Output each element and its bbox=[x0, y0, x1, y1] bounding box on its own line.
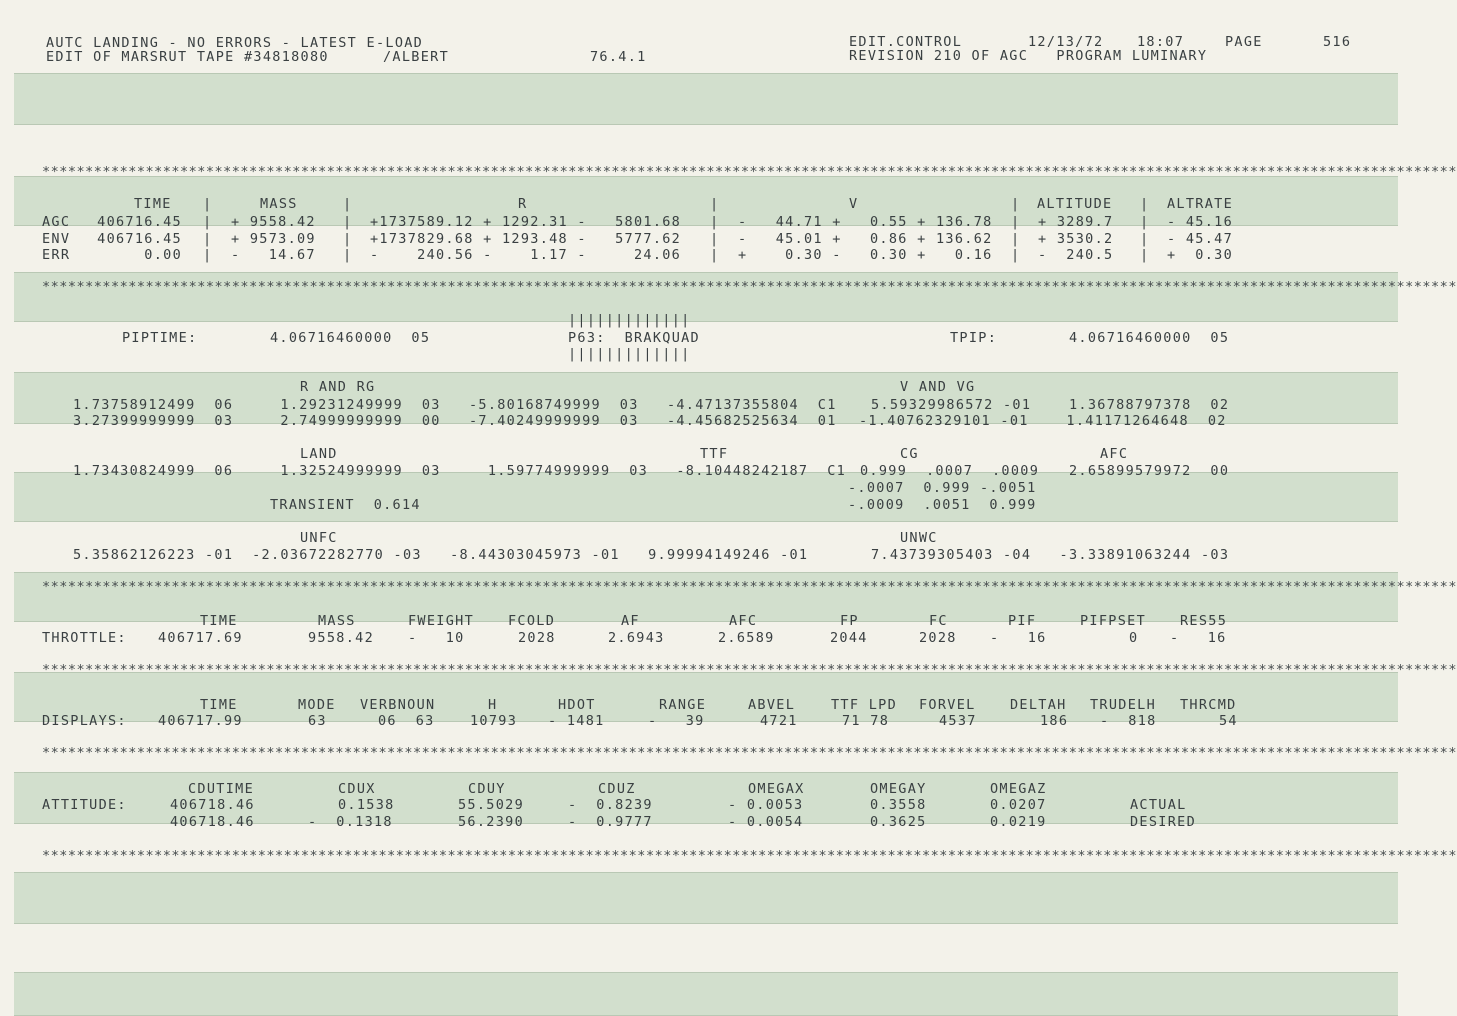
displays-value-verbnoun: 06 63 bbox=[378, 713, 435, 729]
displays-value-deltah: 186 bbox=[1040, 713, 1069, 729]
table-cell-altrate: - 45.16 bbox=[1167, 214, 1233, 230]
unwc-row: 7.43739305403 -04 -3.33891063244 -03 bbox=[871, 547, 1230, 563]
table-cell-altrate: - 45.47 bbox=[1167, 231, 1233, 247]
displays-header-verbnoun: VERBNOUN bbox=[360, 697, 436, 713]
table-cell-time: 0.00 bbox=[144, 247, 182, 263]
table-cell-mass: + 9558.42 bbox=[231, 214, 316, 230]
attitude-actual-tag: ACTUAL bbox=[1130, 797, 1187, 813]
attitude-header-cdux: CDUX bbox=[338, 781, 376, 797]
displays-header-forvel: FORVEL bbox=[919, 697, 976, 713]
table-cell-time: 406716.45 bbox=[97, 214, 182, 230]
table-cell-r: +1737589.12 + 1292.31 - 5801.68 bbox=[370, 214, 682, 230]
attitude-actual-omegaz: 0.0207 bbox=[990, 797, 1047, 813]
unfc-label: UNFC bbox=[300, 530, 338, 546]
paper-band bbox=[14, 872, 1398, 924]
displays-value-range: - 39 bbox=[648, 713, 705, 729]
ttf-label: TTF bbox=[700, 446, 729, 462]
displays-header-time: TIME bbox=[200, 697, 238, 713]
throttle-header-pifpset: PIFPSET bbox=[1080, 613, 1146, 629]
throttle-header-res55: RES55 bbox=[1180, 613, 1228, 629]
throttle-value-fc: 2028 bbox=[919, 630, 957, 646]
column-divider: | bbox=[203, 231, 213, 247]
throttle-value-time: 406717.69 bbox=[158, 630, 243, 646]
transient-value: TRANSIENT 0.614 bbox=[270, 497, 421, 513]
displays-header-mode: MODE bbox=[298, 697, 336, 713]
paper-band bbox=[14, 972, 1398, 1016]
v-row: -1.40762329101 -01 1.41171264648 02 bbox=[859, 413, 1227, 429]
attitude-desired-omegay: 0.3625 bbox=[870, 814, 927, 830]
tpip-label: TPIP: bbox=[950, 330, 998, 346]
column-divider: | bbox=[203, 247, 213, 263]
throttle-header-fp: FP bbox=[840, 613, 859, 629]
displays-header-thrcmd: THRCMD bbox=[1180, 697, 1237, 713]
attitude-header-cduy: CDUY bbox=[468, 781, 506, 797]
piptime-label: PIPTIME: bbox=[122, 330, 198, 346]
throttle-value-res55: - 16 bbox=[1170, 630, 1227, 646]
attitude-desired-tag: DESIRED bbox=[1130, 814, 1196, 830]
column-divider: | bbox=[1011, 247, 1021, 263]
unwc-label: UNWC bbox=[900, 530, 938, 546]
throttle-label: THROTTLE: bbox=[42, 630, 127, 646]
afc-value: 2.65899579972 00 bbox=[1069, 463, 1230, 479]
state-header-altrate: ALTRATE bbox=[1167, 196, 1233, 212]
tick-marks: ||||||||||||| bbox=[568, 312, 691, 328]
cg-row: -.0007 0.999 -.0051 bbox=[848, 480, 1037, 496]
star-separator: ******************************************************************************************************************************************************************** bbox=[42, 279, 1457, 295]
piptime-value: 4.06716460000 05 bbox=[270, 330, 431, 346]
displays-header-abvel: ABVEL bbox=[748, 697, 796, 713]
throttle-value-fweight: - 10 bbox=[408, 630, 465, 646]
displays-value-ttf-lpd: 71 78 bbox=[842, 713, 890, 729]
attitude-actual-cduy: 55.5029 bbox=[458, 797, 524, 813]
displays-value-h: 10793 bbox=[470, 713, 518, 729]
cg-label: CG bbox=[900, 446, 919, 462]
attitude-desired-cduy: 56.2390 bbox=[458, 814, 524, 830]
attitude-header-omegay: OMEGAY bbox=[870, 781, 927, 797]
throttle-header-fweight: FWEIGHT bbox=[408, 613, 474, 629]
header-tape: EDIT OF MARSRUT TAPE #34818080 bbox=[46, 49, 329, 65]
attitude-header-cduz: CDUZ bbox=[598, 781, 636, 797]
throttle-header-mass: MASS bbox=[318, 613, 356, 629]
header-version: 76.4.1 bbox=[590, 49, 647, 65]
state-header-altitude: ALTITUDE bbox=[1037, 196, 1113, 212]
attitude-actual-omegay: 0.3558 bbox=[870, 797, 927, 813]
table-cell-mass: - 14.67 bbox=[231, 247, 316, 263]
throttle-value-afc: 2.6589 bbox=[718, 630, 775, 646]
displays-header-trudelh: TRUDELH bbox=[1090, 697, 1156, 713]
column-divider: | bbox=[343, 196, 353, 212]
attitude-actual-omegax: - 0.0053 bbox=[728, 797, 804, 813]
v-row: 5.59329986572 -01 1.36788797378 02 bbox=[871, 397, 1230, 413]
column-divider: | bbox=[1140, 196, 1150, 212]
program-name: P63: BRAKQUAD bbox=[568, 330, 700, 346]
table-cell-altitude: - 240.5 bbox=[1038, 247, 1114, 263]
land-row: 1.73430824999 06 1.32524999999 03 1.59774999999 03 -8.10448242187 C1 bbox=[73, 463, 847, 479]
paper-band bbox=[14, 73, 1398, 125]
r-and-rg-label: R AND RG bbox=[300, 379, 376, 395]
displays-header-range: RANGE bbox=[659, 697, 707, 713]
table-cell-r: - 240.56 - 1.17 - 24.06 bbox=[370, 247, 682, 263]
paper-band bbox=[14, 472, 1398, 522]
tpip-value: 4.06716460000 05 bbox=[1069, 330, 1230, 346]
column-divider: | bbox=[710, 196, 720, 212]
column-divider: | bbox=[203, 214, 213, 230]
state-header-v: V bbox=[849, 196, 859, 212]
table-cell-altitude: + 3530.2 bbox=[1038, 231, 1114, 247]
column-divider: | bbox=[1140, 247, 1150, 263]
cg-row: 0.999 .0007 .0009 bbox=[860, 463, 1040, 479]
attitude-desired-cdutime: 406718.46 bbox=[170, 814, 255, 830]
table-row-label: ERR bbox=[42, 247, 71, 263]
r-row: 1.73758912499 06 1.29231249999 03 -5.80168749999 03 -4.47137355804 C1 bbox=[73, 397, 837, 413]
header-time: 18:07 bbox=[1137, 34, 1185, 50]
state-header-time: TIME bbox=[134, 196, 172, 212]
displays-value-hdot: - 1481 bbox=[548, 713, 605, 729]
attitude-desired-cdux: - 0.1318 bbox=[308, 814, 393, 830]
afc-label: AFC bbox=[1100, 446, 1129, 462]
displays-value-trudelh: - 818 bbox=[1100, 713, 1157, 729]
displays-value-time: 406717.99 bbox=[158, 713, 243, 729]
header-title: AUTC LANDING - NO ERRORS - LATEST E-LOAD bbox=[46, 35, 424, 51]
attitude-desired-omegaz: 0.0219 bbox=[990, 814, 1047, 830]
attitude-header-omegax: OMEGAX bbox=[748, 781, 805, 797]
column-divider: | bbox=[710, 247, 720, 263]
tick-marks: ||||||||||||| bbox=[568, 346, 691, 362]
header-edit-control: EDIT.CONTROL bbox=[849, 34, 963, 50]
attitude-desired-cduz: - 0.9777 bbox=[568, 814, 653, 830]
throttle-header-af: AF bbox=[621, 613, 640, 629]
column-divider: | bbox=[1140, 214, 1150, 230]
table-cell-v: + 0.30 - 0.30 + 0.16 bbox=[738, 247, 993, 263]
header-page-number: 516 bbox=[1323, 34, 1352, 50]
star-separator: ******************************************************************************************************************************************************************** bbox=[42, 848, 1457, 864]
column-divider: | bbox=[710, 231, 720, 247]
attitude-header-omegaz: OMEGAZ bbox=[990, 781, 1047, 797]
column-divider: | bbox=[343, 247, 353, 263]
throttle-value-mass: 9558.42 bbox=[308, 630, 374, 646]
unfc-row: 5.35862126223 -01 -2.03672282770 -03 -8.44303045973 -01 9.99994149246 -01 bbox=[73, 547, 809, 563]
table-cell-time: 406716.45 bbox=[97, 231, 182, 247]
table-cell-v: - 45.01 + 0.86 + 136.62 bbox=[738, 231, 993, 247]
column-divider: | bbox=[203, 196, 213, 212]
table-row-label: ENV bbox=[42, 231, 71, 247]
star-separator: ******************************************************************************************************************************************************************** bbox=[42, 662, 1457, 678]
displays-header-ttf-lpd: TTF LPD bbox=[831, 697, 897, 713]
header-author: /ALBERT bbox=[383, 49, 449, 65]
land-label: LAND bbox=[300, 446, 338, 462]
attitude-actual-cdutime: 406718.46 bbox=[170, 797, 255, 813]
table-cell-mass: + 9573.09 bbox=[231, 231, 316, 247]
column-divider: | bbox=[1011, 196, 1021, 212]
throttle-value-pifpset: 0 bbox=[1129, 630, 1139, 646]
table-cell-altrate: + 0.30 bbox=[1167, 247, 1233, 263]
table-cell-v: - 44.71 + 0.55 + 136.78 bbox=[738, 214, 993, 230]
attitude-actual-cduz: - 0.8239 bbox=[568, 797, 653, 813]
table-cell-altitude: + 3289.7 bbox=[1038, 214, 1114, 230]
state-header-mass: MASS bbox=[260, 196, 298, 212]
throttle-value-fcold: 2028 bbox=[518, 630, 556, 646]
throttle-value-pif: - 16 bbox=[990, 630, 1047, 646]
displays-value-mode: 63 bbox=[308, 713, 327, 729]
displays-value-forvel: 4537 bbox=[939, 713, 977, 729]
star-separator: ******************************************************************************************************************************************************************** bbox=[42, 745, 1457, 761]
displays-header-hdot: HDOT bbox=[558, 697, 596, 713]
header-page-label: PAGE bbox=[1225, 34, 1263, 50]
throttle-value-af: 2.6943 bbox=[608, 630, 665, 646]
displays-value-abvel: 4721 bbox=[760, 713, 798, 729]
displays-header-h: H bbox=[488, 697, 498, 713]
throttle-header-pif: PIF bbox=[1008, 613, 1037, 629]
displays-header-deltah: DELTAH bbox=[1010, 697, 1067, 713]
table-cell-r: +1737829.68 + 1293.48 - 5777.62 bbox=[370, 231, 682, 247]
attitude-desired-omegax: - 0.0054 bbox=[728, 814, 804, 830]
cg-row: -.0009 .0051 0.999 bbox=[848, 497, 1037, 513]
r-row: 3.27399999999 03 2.74999999999 00 -7.40249999999 03 -4.45682525634 01 bbox=[73, 413, 837, 429]
throttle-header-afc: AFC bbox=[729, 613, 758, 629]
attitude-header-cdutime: CDUTIME bbox=[188, 781, 254, 797]
column-divider: | bbox=[343, 231, 353, 247]
column-divider: | bbox=[1140, 231, 1150, 247]
throttle-header-fcold: FCOLD bbox=[508, 613, 556, 629]
throttle-header-fc: FC bbox=[929, 613, 948, 629]
header-revision: REVISION 210 OF AGC PROGRAM LUMINARY bbox=[849, 48, 1208, 64]
throttle-header-time: TIME bbox=[200, 613, 238, 629]
column-divider: | bbox=[1011, 231, 1021, 247]
star-separator: ******************************************************************************************************************************************************************** bbox=[42, 579, 1457, 595]
state-header-r: R bbox=[518, 196, 528, 212]
table-row-label: AGC bbox=[42, 214, 71, 230]
column-divider: | bbox=[710, 214, 720, 230]
displays-label: DISPLAYS: bbox=[42, 713, 127, 729]
star-separator: ******************************************************************************************************************************************************************** bbox=[42, 164, 1457, 180]
header-date: 12/13/72 bbox=[1028, 34, 1104, 50]
attitude-label: ATTITUDE: bbox=[42, 797, 127, 813]
attitude-actual-cdux: 0.1538 bbox=[338, 797, 395, 813]
displays-value-thrcmd: 54 bbox=[1219, 713, 1238, 729]
column-divider: | bbox=[343, 214, 353, 230]
v-and-vg-label: V AND VG bbox=[900, 379, 976, 395]
throttle-value-fp: 2044 bbox=[830, 630, 868, 646]
column-divider: | bbox=[1011, 214, 1021, 230]
